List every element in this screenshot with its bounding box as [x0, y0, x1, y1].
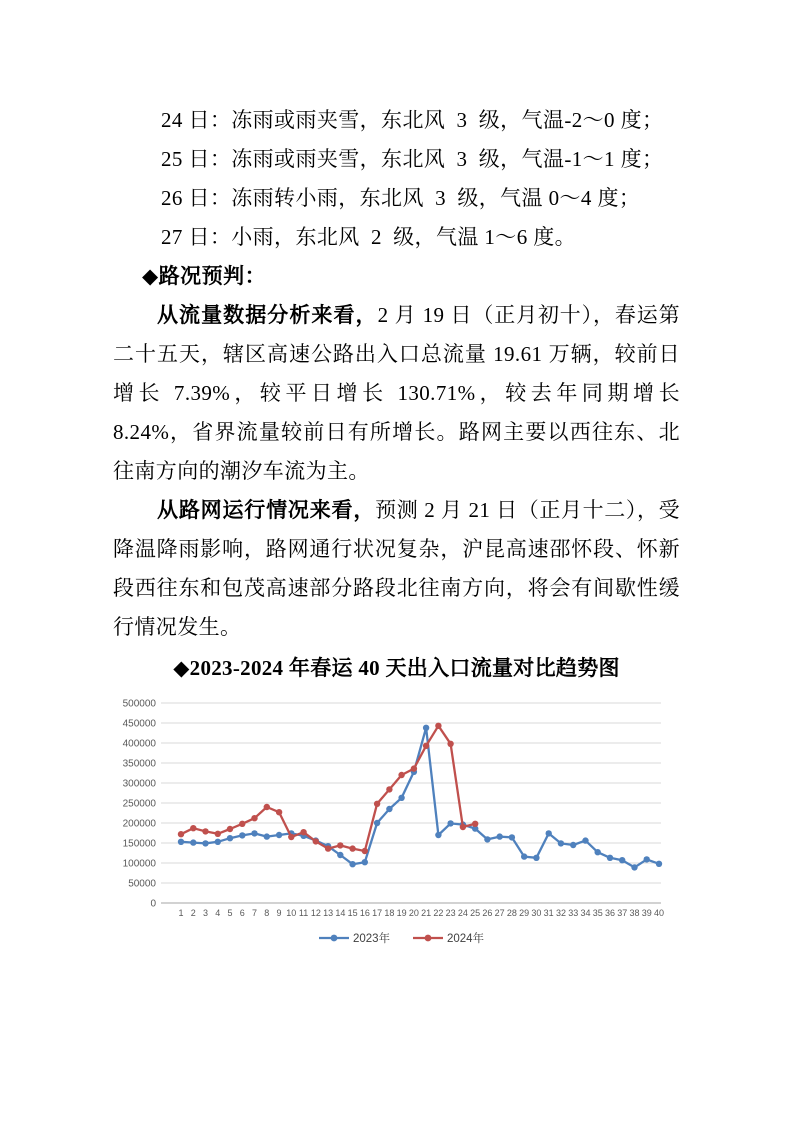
data-point-marker	[362, 859, 368, 865]
y-tick-label: 350000	[122, 758, 156, 770]
data-point-marker	[447, 741, 453, 747]
x-axis-labels	[178, 908, 664, 918]
data-point-marker	[398, 795, 404, 801]
data-point-marker	[582, 837, 588, 843]
data-point-marker	[607, 855, 613, 861]
data-point-marker	[227, 826, 233, 832]
x-tick-label: 25	[470, 908, 481, 918]
paragraph-network-status	[113, 491, 680, 647]
x-tick-label: 1	[178, 908, 184, 918]
data-point-marker	[435, 832, 441, 838]
legend	[319, 931, 485, 945]
x-tick-label: 24	[457, 908, 468, 918]
data-point-marker	[202, 828, 208, 834]
x-tick-label: 30	[531, 908, 542, 918]
x-tick-label: 31	[543, 908, 554, 918]
x-tick-label: 26	[482, 908, 493, 918]
data-point-marker	[386, 806, 392, 812]
data-point-marker	[423, 743, 429, 749]
x-tick-label: 34	[580, 908, 591, 918]
data-point-marker	[460, 824, 466, 830]
paragraph-network-status-body: 预测 2 月 21 日（正月十二），受降温降雨影响，路网通行状况复杂，沪昆高速邵怀段、怀新段西往东和包茂高速部分路段北往南方向，将会有间歇性缓行情况发生。	[113, 498, 680, 639]
x-tick-label: 16	[359, 908, 370, 918]
legend-item-2023年	[319, 931, 391, 945]
x-tick-label: 2	[190, 908, 196, 918]
x-tick-label: 28	[506, 908, 517, 918]
data-point-marker	[325, 845, 331, 851]
data-point-marker	[374, 820, 380, 826]
x-tick-label: 38	[629, 908, 640, 918]
weather-line-25: 25 日：冻雨或雨夹雪，东北风 3 级，气温-1～1 度；	[161, 147, 664, 171]
x-tick-label: 27	[494, 908, 505, 918]
data-point-marker	[300, 829, 306, 835]
data-point-marker	[190, 825, 196, 831]
data-point-marker	[251, 830, 257, 836]
section-heading-road-forecast: ◆路况预判：	[142, 264, 267, 288]
y-axis-labels	[123, 699, 157, 910]
data-point-marker	[178, 831, 184, 837]
x-tick-label: 32	[555, 908, 566, 918]
x-tick-label: 4	[215, 908, 221, 918]
data-point-marker	[656, 861, 662, 867]
data-point-marker	[595, 849, 601, 855]
legend-marker	[425, 935, 432, 942]
x-tick-label: 21	[421, 908, 432, 918]
y-tick-label: 450000	[122, 718, 156, 730]
x-tick-label: 23	[445, 908, 456, 918]
data-point-marker	[411, 765, 417, 771]
data-point-marker	[558, 840, 564, 846]
y-tick-label: 100000	[122, 858, 156, 870]
x-tick-label: 40	[653, 908, 665, 918]
y-tick-label: 300000	[122, 778, 156, 790]
x-tick-label: 29	[519, 908, 530, 918]
data-point-marker	[227, 835, 233, 841]
data-point-marker	[190, 839, 196, 845]
paragraph-traffic-data-body: 2 月 19 日（正月初十），春运第二十五天，辖区高速公路出入口总流量 19.61 万辆，较前日增长 7.39%，较平日增长 130.71%，较去年同期增长 8.24%，省界流量较前日有所增长。路网主要以西往东、北往南方向的潮汐车流为主。	[113, 303, 681, 483]
data-point-marker	[337, 842, 343, 848]
x-tick-label: 13	[323, 908, 334, 918]
x-tick-label: 37	[617, 908, 628, 918]
data-point-marker	[239, 821, 245, 827]
series-line	[181, 728, 659, 868]
x-tick-label: 10	[286, 908, 297, 918]
document-content	[113, 101, 680, 950]
chart-title: ◆2023-2024 年春运 40 天出入口流量对比趋势图	[173, 656, 620, 680]
legend-label: 2023年	[353, 933, 391, 945]
x-tick-label: 35	[592, 908, 603, 918]
data-point-marker	[202, 840, 208, 846]
series-line	[181, 726, 475, 851]
data-point-marker	[619, 857, 625, 863]
x-tick-label: 39	[641, 908, 652, 918]
y-tick-label: 0	[150, 898, 156, 910]
data-point-marker	[472, 821, 478, 827]
x-tick-label: 17	[372, 908, 383, 918]
x-tick-label: 14	[335, 908, 346, 918]
data-point-marker	[362, 848, 368, 854]
paragraph-traffic-data	[113, 296, 680, 491]
x-tick-label: 22	[433, 908, 444, 918]
legend-marker	[331, 935, 338, 942]
data-point-marker	[644, 856, 650, 862]
legend-label: 2024年	[447, 933, 485, 945]
x-tick-label: 33	[568, 908, 579, 918]
y-tick-label: 200000	[122, 818, 156, 830]
x-tick-label: 6	[239, 908, 245, 918]
data-point-marker	[423, 725, 429, 731]
y-tick-label: 500000	[122, 698, 156, 710]
weather-line-27: 27 日：小雨，东北风 2 级，气温 1～6 度。	[161, 225, 577, 249]
weather-line-24: 24 日：冻雨或雨夹雪，东北风 3 级，气温-2～0 度；	[161, 108, 664, 132]
x-tick-label: 19	[396, 908, 407, 918]
data-point-marker	[239, 832, 245, 838]
series-2023年	[178, 725, 662, 871]
x-tick-label: 7	[252, 908, 258, 918]
y-tick-label: 400000	[122, 738, 156, 750]
x-tick-label: 9	[276, 908, 282, 918]
data-point-marker	[484, 836, 490, 842]
data-point-marker	[178, 839, 184, 845]
data-point-marker	[288, 834, 294, 840]
data-point-marker	[276, 809, 282, 815]
data-point-marker	[631, 864, 637, 870]
x-tick-label: 15	[347, 908, 358, 918]
weather-line-26: 26 日：冻雨转小雨，东北风 3 级，气温 0～4 度；	[161, 186, 641, 210]
data-point-marker	[570, 842, 576, 848]
data-point-marker	[215, 831, 221, 837]
x-tick-label: 20	[408, 908, 419, 918]
legend-item-2024年	[413, 931, 485, 945]
data-point-marker	[533, 855, 539, 861]
x-tick-label: 36	[604, 908, 615, 918]
x-tick-label: 12	[310, 908, 321, 918]
y-tick-label: 50000	[128, 878, 156, 890]
data-point-marker	[313, 838, 319, 844]
paragraph-network-status-lead: 从路网运行情况来看，	[157, 498, 376, 522]
y-tick-label: 150000	[122, 838, 156, 850]
paragraph-traffic-data-lead: 从流量数据分析来看，	[157, 303, 378, 327]
data-point-marker	[264, 833, 270, 839]
data-point-marker	[349, 861, 355, 867]
x-tick-label: 3	[203, 908, 209, 918]
x-tick-label: 11	[298, 908, 309, 918]
data-point-marker	[521, 853, 527, 859]
data-point-marker	[509, 834, 515, 840]
x-tick-label: 18	[384, 908, 395, 918]
chart-container	[115, 692, 670, 950]
y-tick-label: 250000	[122, 798, 156, 810]
data-point-marker	[276, 832, 282, 838]
data-point-marker	[386, 786, 392, 792]
data-point-marker	[337, 852, 343, 858]
x-tick-label: 8	[264, 908, 270, 918]
data-point-marker	[447, 820, 453, 826]
data-point-marker	[251, 815, 257, 821]
gridlines	[161, 703, 661, 903]
flow-comparison-chart	[115, 692, 670, 950]
data-point-marker	[264, 804, 270, 810]
data-point-marker	[398, 772, 404, 778]
data-point-marker	[546, 830, 552, 836]
data-point-marker	[435, 723, 441, 729]
x-tick-label: 5	[227, 908, 233, 918]
data-point-marker	[374, 801, 380, 807]
data-point-marker	[349, 845, 355, 851]
data-point-marker	[497, 833, 503, 839]
data-point-marker	[215, 839, 221, 845]
